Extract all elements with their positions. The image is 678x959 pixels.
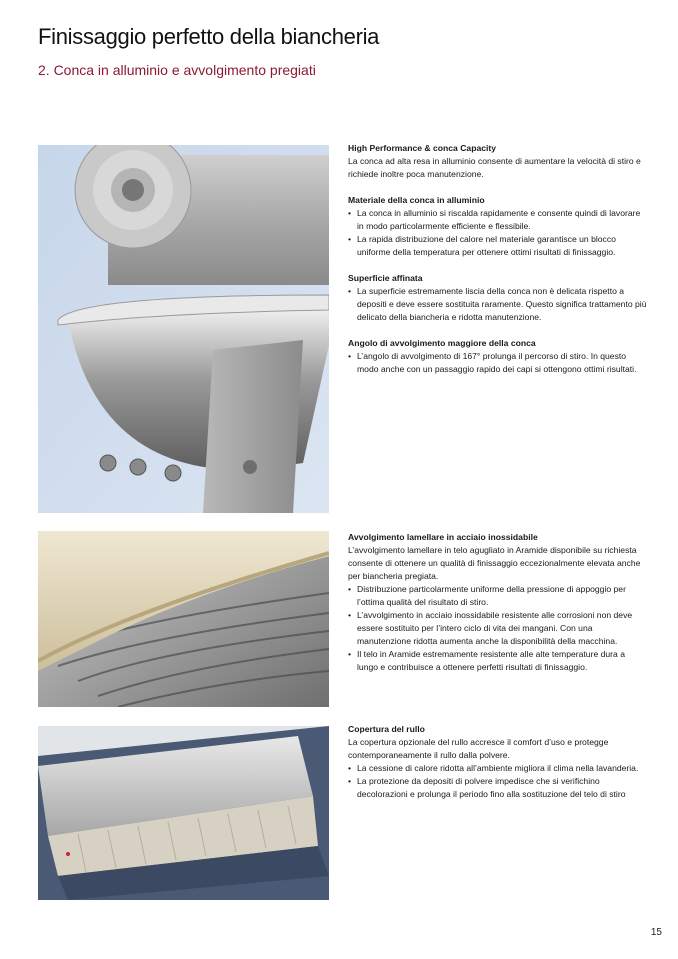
block-title: Superficie affinata [348,273,423,283]
bullet-item: • L’angolo di avvolgimento di 167° prolunga il percorso di stiro. In questo modo anche con un passaggio rapido dei capi si ottengono ottimi risultati. [348,350,648,376]
section-roller-cover [348,723,648,814]
block-text: La copertura opzionale del rullo accresce il comfort d’uso e protegge contemporaneamente il rullo dalla polvere. [348,737,609,760]
bullet-item: • La superficie estremamente liscia della conca non è delicata rispetto a depositi e deve essere sostituita raramente. Questo significa trattamento più delicato della biancheria e ridotta manutenzione. [348,285,648,324]
section-aluminium-trough [348,142,648,389]
block-wrap-angle [348,337,648,376]
bullet-item: • Il telo in Aramide estremamente resistente alle alte temperature dura a lungo e contribuisce a ottenere perfetti risultati di finissaggio. [348,648,648,674]
bullet-item: • La conca in alluminio si riscalda rapidamente e consente quindi di lavorare in modo particolarmente efficiente e flessibile. [348,207,648,233]
block-aluminium-material [348,194,648,259]
block-lamellar-winding [348,531,648,674]
bullet-item: • La cessione di calore ridotta all’ambiente migliora il clima nella lavanderia. [348,762,648,775]
bullet-list [348,350,648,376]
section-lamellar-winding [348,531,648,687]
block-roller-cover [348,723,648,801]
lamellar-winding-image [38,531,329,707]
page-number: 15 [650,927,662,938]
block-title: High Performance & conca Capacity [348,143,497,153]
roller-cover-image [38,726,329,900]
bullet-list [348,285,648,324]
block-title: Angolo di avvolgimento maggiore della conca [348,338,536,348]
block-text: L’avvolgimento lamellare in telo agugliato in Aramide disponibile su richiesta consente di ottenere un qualità di finissaggio eccezionalmente elevata anche per biancheria pregiata. [348,545,641,581]
bullet-list [348,762,648,801]
bullet-item: • La protezione da depositi di polvere impedisce che si verifichino decolorazioni e prolunga il periodo fino alla sostituzione del telo di stiro [348,775,648,801]
page-title: Finissaggio perfetto della biancheria [38,24,380,49]
block-text: La conca ad alta resa in alluminio consente di aumentare la velocità di stiro e richiede inoltre poca manutenzione. [348,156,641,179]
bullet-item: • Distribuzione particolarmente uniforme della pressione di appoggio per l’ottima qualità del risultato di stiro. [348,583,648,609]
aluminium-trough-image [38,145,329,513]
bullet-list [348,583,648,674]
bullet-item: • L’avvolgimento in acciaio inossidabile resistente alle corrosioni non deve essere sostituito per l’intero ciclo di vita dei mangani. Con una manutenzione ridotta aumenta anche la disponibilità della macchina. [348,609,648,648]
block-title: Avvolgimento lamellare in acciaio inossidabile [348,532,538,542]
block-refined-surface [348,272,648,324]
bullet-item: • La rapida distribuzione del calore nel materiale garantisce un blocco uniforme della temperatura per ottenere ottimi risultati di finissaggio. [348,233,648,259]
bullet-list [348,207,648,259]
block-high-performance [348,142,648,181]
page-subtitle: 2. Conca in alluminio e avvolgimento pregiati [38,62,316,78]
block-title: Copertura del rullo [348,724,425,734]
block-title: Materiale della conca in alluminio [348,195,485,205]
